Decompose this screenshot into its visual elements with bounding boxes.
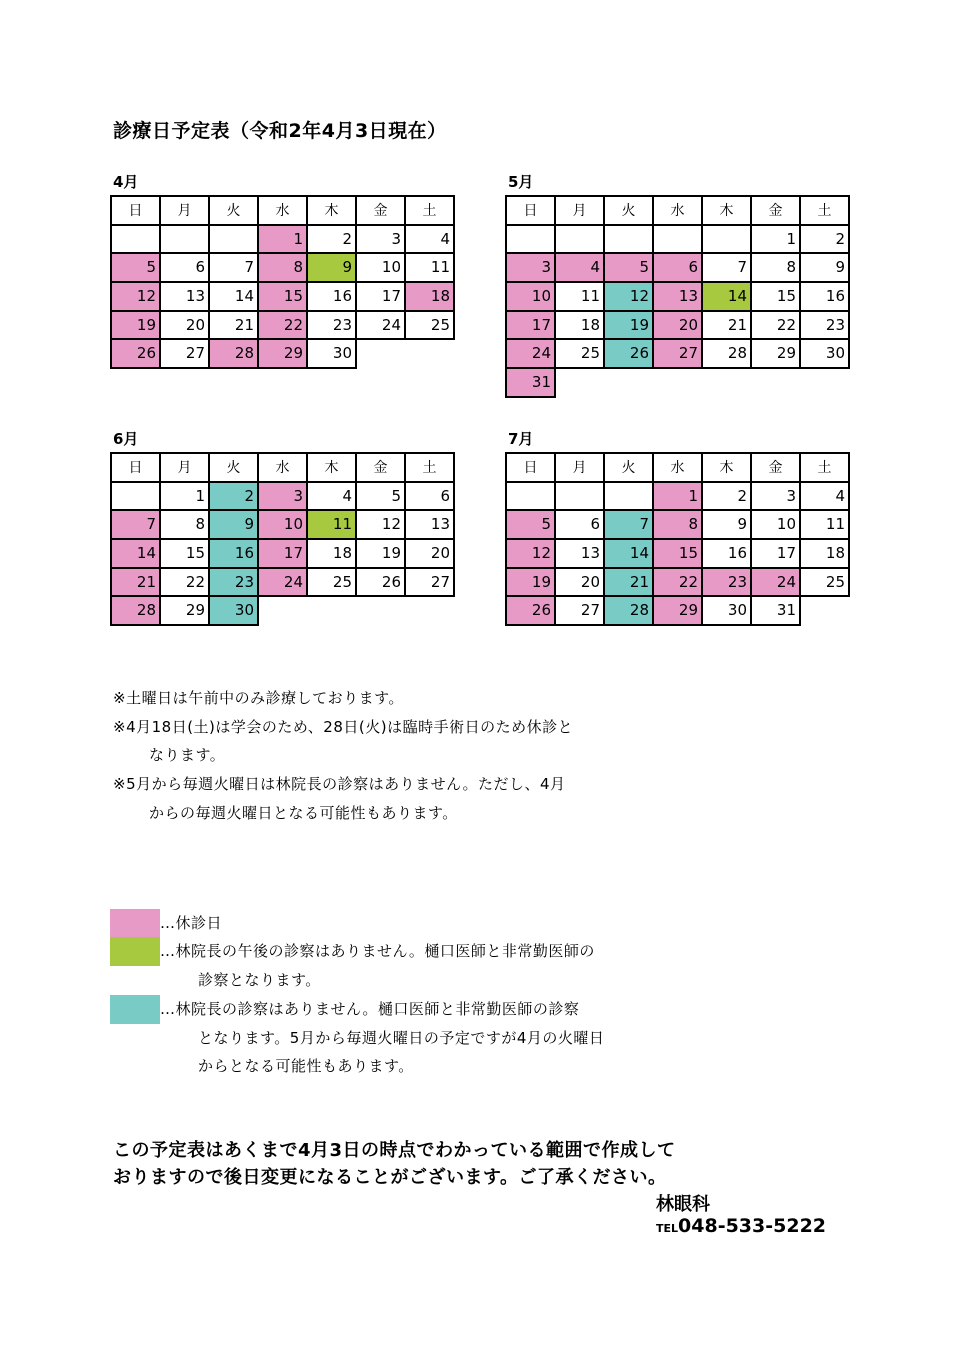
week-row bbox=[506, 368, 849, 397]
day-cell: 30 bbox=[800, 339, 849, 368]
clinic-phone bbox=[656, 1215, 826, 1237]
month-label: 7月 bbox=[508, 430, 534, 448]
day-cell: 19 bbox=[111, 311, 160, 340]
note-tuesday-cont: からの毎週火曜日となる可能性もあります。 bbox=[149, 803, 458, 822]
page-title: 診療日予定表（令和2年4月3日現在） bbox=[113, 120, 447, 142]
legend-swatch-teal bbox=[110, 995, 160, 1024]
day-cell: 1 bbox=[751, 225, 800, 254]
day-cell: 18 bbox=[405, 282, 454, 311]
day-cell: 24 bbox=[356, 311, 405, 340]
blank-cell bbox=[405, 339, 454, 368]
week-row bbox=[111, 482, 454, 511]
empty-cell bbox=[506, 225, 555, 254]
empty-cell bbox=[555, 225, 604, 254]
weekday-header-row bbox=[506, 453, 849, 482]
blank-cell bbox=[800, 596, 849, 625]
weekday-header: 木 bbox=[307, 196, 356, 225]
day-cell: 26 bbox=[506, 596, 555, 625]
day-cell: 28 bbox=[111, 596, 160, 625]
day-cell: 8 bbox=[258, 253, 307, 282]
day-cell: 21 bbox=[604, 568, 653, 597]
day-cell: 4 bbox=[555, 253, 604, 282]
day-cell: 20 bbox=[653, 311, 702, 340]
day-cell: 21 bbox=[111, 568, 160, 597]
day-cell: 16 bbox=[209, 539, 258, 568]
blank-cell bbox=[405, 596, 454, 625]
day-cell: 27 bbox=[653, 339, 702, 368]
day-cell: 5 bbox=[506, 510, 555, 539]
empty-cell bbox=[604, 225, 653, 254]
day-cell: 17 bbox=[506, 311, 555, 340]
weekday-header: 月 bbox=[555, 453, 604, 482]
blank-cell bbox=[653, 368, 702, 397]
day-cell: 11 bbox=[405, 253, 454, 282]
day-cell: 22 bbox=[160, 568, 209, 597]
day-cell: 1 bbox=[160, 482, 209, 511]
day-cell: 25 bbox=[555, 339, 604, 368]
note-tuesday: ※5月から毎週火曜日は林院長の診察はありません。ただし、4月 bbox=[113, 775, 566, 794]
note-saturday: ※土曜日は午前中のみ診療しております。 bbox=[113, 689, 404, 707]
empty-cell bbox=[702, 225, 751, 254]
weekday-header: 金 bbox=[356, 453, 405, 482]
day-cell: 23 bbox=[800, 311, 849, 340]
day-cell: 31 bbox=[751, 596, 800, 625]
day-cell: 28 bbox=[702, 339, 751, 368]
notes bbox=[113, 684, 573, 828]
week-row bbox=[506, 225, 849, 254]
day-cell: 9 bbox=[800, 253, 849, 282]
day-cell: 5 bbox=[604, 253, 653, 282]
day-cell: 3 bbox=[506, 253, 555, 282]
day-cell: 4 bbox=[800, 482, 849, 511]
weekday-header: 月 bbox=[160, 196, 209, 225]
day-cell: 2 bbox=[209, 482, 258, 511]
week-row bbox=[506, 539, 849, 568]
day-cell: 22 bbox=[653, 568, 702, 597]
day-cell: 5 bbox=[111, 253, 160, 282]
month-label: 5月 bbox=[508, 173, 534, 191]
blank-cell bbox=[702, 368, 751, 397]
disclaimer-line: おりますので後日変更になることがございます。ご了承ください。 bbox=[113, 1167, 667, 1188]
weekday-header-row bbox=[506, 196, 849, 225]
day-cell: 28 bbox=[209, 339, 258, 368]
empty-cell bbox=[111, 482, 160, 511]
day-cell: 16 bbox=[800, 282, 849, 311]
day-cell: 26 bbox=[604, 339, 653, 368]
day-cell: 16 bbox=[307, 282, 356, 311]
weekday-header: 金 bbox=[356, 196, 405, 225]
day-cell: 11 bbox=[555, 282, 604, 311]
day-cell: 23 bbox=[307, 311, 356, 340]
day-cell: 6 bbox=[160, 253, 209, 282]
note-april-closures: ※4月18日(土)は学会のため、28日(火)は臨時手術日のため休診と bbox=[113, 717, 574, 736]
blank-cell bbox=[258, 596, 307, 625]
day-cell: 17 bbox=[258, 539, 307, 568]
weekday-header: 木 bbox=[702, 453, 751, 482]
day-cell: 30 bbox=[307, 339, 356, 368]
day-cell: 15 bbox=[258, 282, 307, 311]
month-label: 4月 bbox=[113, 173, 139, 191]
day-cell: 14 bbox=[111, 539, 160, 568]
calendar-table bbox=[505, 452, 850, 626]
blank-cell bbox=[800, 368, 849, 397]
day-cell: 18 bbox=[800, 539, 849, 568]
weekday-header: 金 bbox=[751, 196, 800, 225]
calendar-table bbox=[505, 195, 850, 398]
day-cell: 13 bbox=[555, 539, 604, 568]
day-cell: 10 bbox=[751, 510, 800, 539]
day-cell: 8 bbox=[751, 253, 800, 282]
day-cell: 27 bbox=[405, 568, 454, 597]
day-cell: 24 bbox=[506, 339, 555, 368]
day-cell: 18 bbox=[555, 311, 604, 340]
day-cell: 21 bbox=[209, 311, 258, 340]
day-cell: 24 bbox=[258, 568, 307, 597]
day-cell: 23 bbox=[209, 568, 258, 597]
day-cell: 24 bbox=[751, 568, 800, 597]
day-cell: 27 bbox=[555, 596, 604, 625]
day-cell: 14 bbox=[209, 282, 258, 311]
week-row bbox=[506, 596, 849, 625]
week-row bbox=[506, 253, 849, 282]
day-cell: 29 bbox=[258, 339, 307, 368]
day-cell: 7 bbox=[604, 510, 653, 539]
week-row bbox=[111, 311, 454, 340]
day-cell: 6 bbox=[555, 510, 604, 539]
day-cell: 2 bbox=[307, 225, 356, 254]
weekday-header: 日 bbox=[111, 196, 160, 225]
day-cell: 13 bbox=[160, 282, 209, 311]
day-cell: 4 bbox=[405, 225, 454, 254]
blank-cell bbox=[307, 596, 356, 625]
day-cell: 4 bbox=[307, 482, 356, 511]
tel-label: TEL bbox=[656, 1222, 679, 1235]
day-cell: 20 bbox=[160, 311, 209, 340]
day-cell: 14 bbox=[604, 539, 653, 568]
day-cell: 15 bbox=[751, 282, 800, 311]
legend-text-cont: となります。5月から毎週火曜日の予定ですが4月の火曜日 bbox=[198, 1028, 605, 1047]
blank-cell bbox=[356, 339, 405, 368]
weekday-header: 火 bbox=[209, 196, 258, 225]
day-cell: 26 bbox=[111, 339, 160, 368]
calendar-table bbox=[110, 195, 455, 369]
day-cell: 12 bbox=[111, 282, 160, 311]
day-cell: 25 bbox=[307, 568, 356, 597]
day-cell: 8 bbox=[160, 510, 209, 539]
day-cell: 18 bbox=[307, 539, 356, 568]
legend-swatch-pink bbox=[110, 909, 160, 938]
weekday-header: 月 bbox=[555, 196, 604, 225]
day-cell: 17 bbox=[356, 282, 405, 311]
day-cell: 7 bbox=[702, 253, 751, 282]
day-cell: 1 bbox=[258, 225, 307, 254]
week-row bbox=[111, 596, 454, 625]
weekday-header: 日 bbox=[111, 453, 160, 482]
day-cell: 20 bbox=[555, 568, 604, 597]
calendar-may bbox=[505, 173, 850, 398]
month-label: 6月 bbox=[113, 430, 139, 448]
day-cell: 19 bbox=[356, 539, 405, 568]
legend-text: …休診日 bbox=[160, 914, 223, 932]
day-cell: 29 bbox=[751, 339, 800, 368]
day-cell: 25 bbox=[405, 311, 454, 340]
day-cell: 12 bbox=[356, 510, 405, 539]
day-cell: 23 bbox=[702, 568, 751, 597]
legend-text: …林院長の午後の診察はありません。樋口医師と非常勤医師の bbox=[160, 942, 595, 960]
day-cell: 10 bbox=[506, 282, 555, 311]
tel-number: 048-533-5222 bbox=[678, 1215, 827, 1237]
day-cell: 9 bbox=[702, 510, 751, 539]
weekday-header: 木 bbox=[307, 453, 356, 482]
weekday-header: 土 bbox=[405, 453, 454, 482]
week-row bbox=[111, 339, 454, 368]
calendar-july bbox=[505, 430, 850, 626]
blank-cell bbox=[356, 596, 405, 625]
disclaimer bbox=[113, 1137, 676, 1191]
clinic-name: 林眼科 bbox=[656, 1194, 710, 1215]
day-cell: 25 bbox=[800, 568, 849, 597]
weekday-header: 火 bbox=[604, 453, 653, 482]
weekday-header-row bbox=[111, 453, 454, 482]
weekday-header: 火 bbox=[209, 453, 258, 482]
empty-cell bbox=[160, 225, 209, 254]
legend-text: …林院長の診察はありません。樋口医師と非常勤医師の診察 bbox=[160, 1000, 580, 1018]
empty-cell bbox=[111, 225, 160, 254]
legend-swatch-green bbox=[110, 937, 160, 966]
day-cell: 17 bbox=[751, 539, 800, 568]
day-cell: 19 bbox=[506, 568, 555, 597]
weekday-header: 水 bbox=[653, 453, 702, 482]
day-cell: 7 bbox=[209, 253, 258, 282]
day-cell: 14 bbox=[702, 282, 751, 311]
day-cell: 15 bbox=[160, 539, 209, 568]
weekday-header: 金 bbox=[751, 453, 800, 482]
empty-cell bbox=[506, 482, 555, 511]
day-cell: 30 bbox=[702, 596, 751, 625]
blank-cell bbox=[555, 368, 604, 397]
weekday-header: 水 bbox=[258, 453, 307, 482]
calendar-june bbox=[110, 430, 455, 626]
day-cell: 11 bbox=[800, 510, 849, 539]
weekday-header-row bbox=[111, 196, 454, 225]
day-cell: 6 bbox=[653, 253, 702, 282]
legend-text-cont: からとなる可能性もあります。 bbox=[198, 1057, 414, 1076]
week-row bbox=[506, 482, 849, 511]
calendar-april bbox=[110, 173, 455, 369]
day-cell: 2 bbox=[702, 482, 751, 511]
day-cell: 20 bbox=[405, 539, 454, 568]
day-cell: 16 bbox=[702, 539, 751, 568]
week-row bbox=[111, 253, 454, 282]
day-cell: 12 bbox=[604, 282, 653, 311]
day-cell: 13 bbox=[405, 510, 454, 539]
day-cell: 13 bbox=[653, 282, 702, 311]
day-cell: 9 bbox=[209, 510, 258, 539]
day-cell: 3 bbox=[751, 482, 800, 511]
day-cell: 1 bbox=[653, 482, 702, 511]
day-cell: 2 bbox=[800, 225, 849, 254]
day-cell: 22 bbox=[751, 311, 800, 340]
day-cell: 12 bbox=[506, 539, 555, 568]
day-cell: 27 bbox=[160, 339, 209, 368]
legend-text-cont: 診察となります。 bbox=[198, 970, 321, 989]
day-cell: 9 bbox=[307, 253, 356, 282]
week-row bbox=[111, 282, 454, 311]
weekday-header: 土 bbox=[405, 196, 454, 225]
day-cell: 3 bbox=[356, 225, 405, 254]
empty-cell bbox=[209, 225, 258, 254]
week-row bbox=[506, 311, 849, 340]
day-cell: 10 bbox=[356, 253, 405, 282]
weekday-header: 月 bbox=[160, 453, 209, 482]
note-april-closures-cont: なります。 bbox=[149, 746, 226, 765]
weekday-header: 土 bbox=[800, 196, 849, 225]
day-cell: 29 bbox=[653, 596, 702, 625]
week-row bbox=[111, 568, 454, 597]
weekday-header: 水 bbox=[258, 196, 307, 225]
day-cell: 22 bbox=[258, 311, 307, 340]
weekday-header: 火 bbox=[604, 196, 653, 225]
day-cell: 26 bbox=[356, 568, 405, 597]
weekday-header: 木 bbox=[702, 196, 751, 225]
week-row bbox=[111, 510, 454, 539]
calendar-table bbox=[110, 452, 455, 626]
blank-cell bbox=[604, 368, 653, 397]
blank-cell bbox=[751, 368, 800, 397]
day-cell: 3 bbox=[258, 482, 307, 511]
empty-cell bbox=[555, 482, 604, 511]
empty-cell bbox=[604, 482, 653, 511]
day-cell: 28 bbox=[604, 596, 653, 625]
disclaimer-line: この予定表はあくまで4月3日の時点でわかっている範囲で作成して bbox=[113, 1140, 676, 1161]
weekday-header: 日 bbox=[506, 453, 555, 482]
week-row bbox=[111, 539, 454, 568]
day-cell: 11 bbox=[307, 510, 356, 539]
day-cell: 5 bbox=[356, 482, 405, 511]
weekday-header: 日 bbox=[506, 196, 555, 225]
day-cell: 21 bbox=[702, 311, 751, 340]
empty-cell bbox=[653, 225, 702, 254]
day-cell: 29 bbox=[160, 596, 209, 625]
day-cell: 15 bbox=[653, 539, 702, 568]
day-cell: 6 bbox=[405, 482, 454, 511]
day-cell: 19 bbox=[604, 311, 653, 340]
week-row bbox=[506, 339, 849, 368]
weekday-header: 水 bbox=[653, 196, 702, 225]
day-cell: 7 bbox=[111, 510, 160, 539]
day-cell: 31 bbox=[506, 368, 555, 397]
day-cell: 30 bbox=[209, 596, 258, 625]
week-row bbox=[506, 510, 849, 539]
week-row bbox=[506, 282, 849, 311]
week-row bbox=[111, 225, 454, 254]
day-cell: 8 bbox=[653, 510, 702, 539]
day-cell: 10 bbox=[258, 510, 307, 539]
week-row bbox=[506, 568, 849, 597]
weekday-header: 土 bbox=[800, 453, 849, 482]
